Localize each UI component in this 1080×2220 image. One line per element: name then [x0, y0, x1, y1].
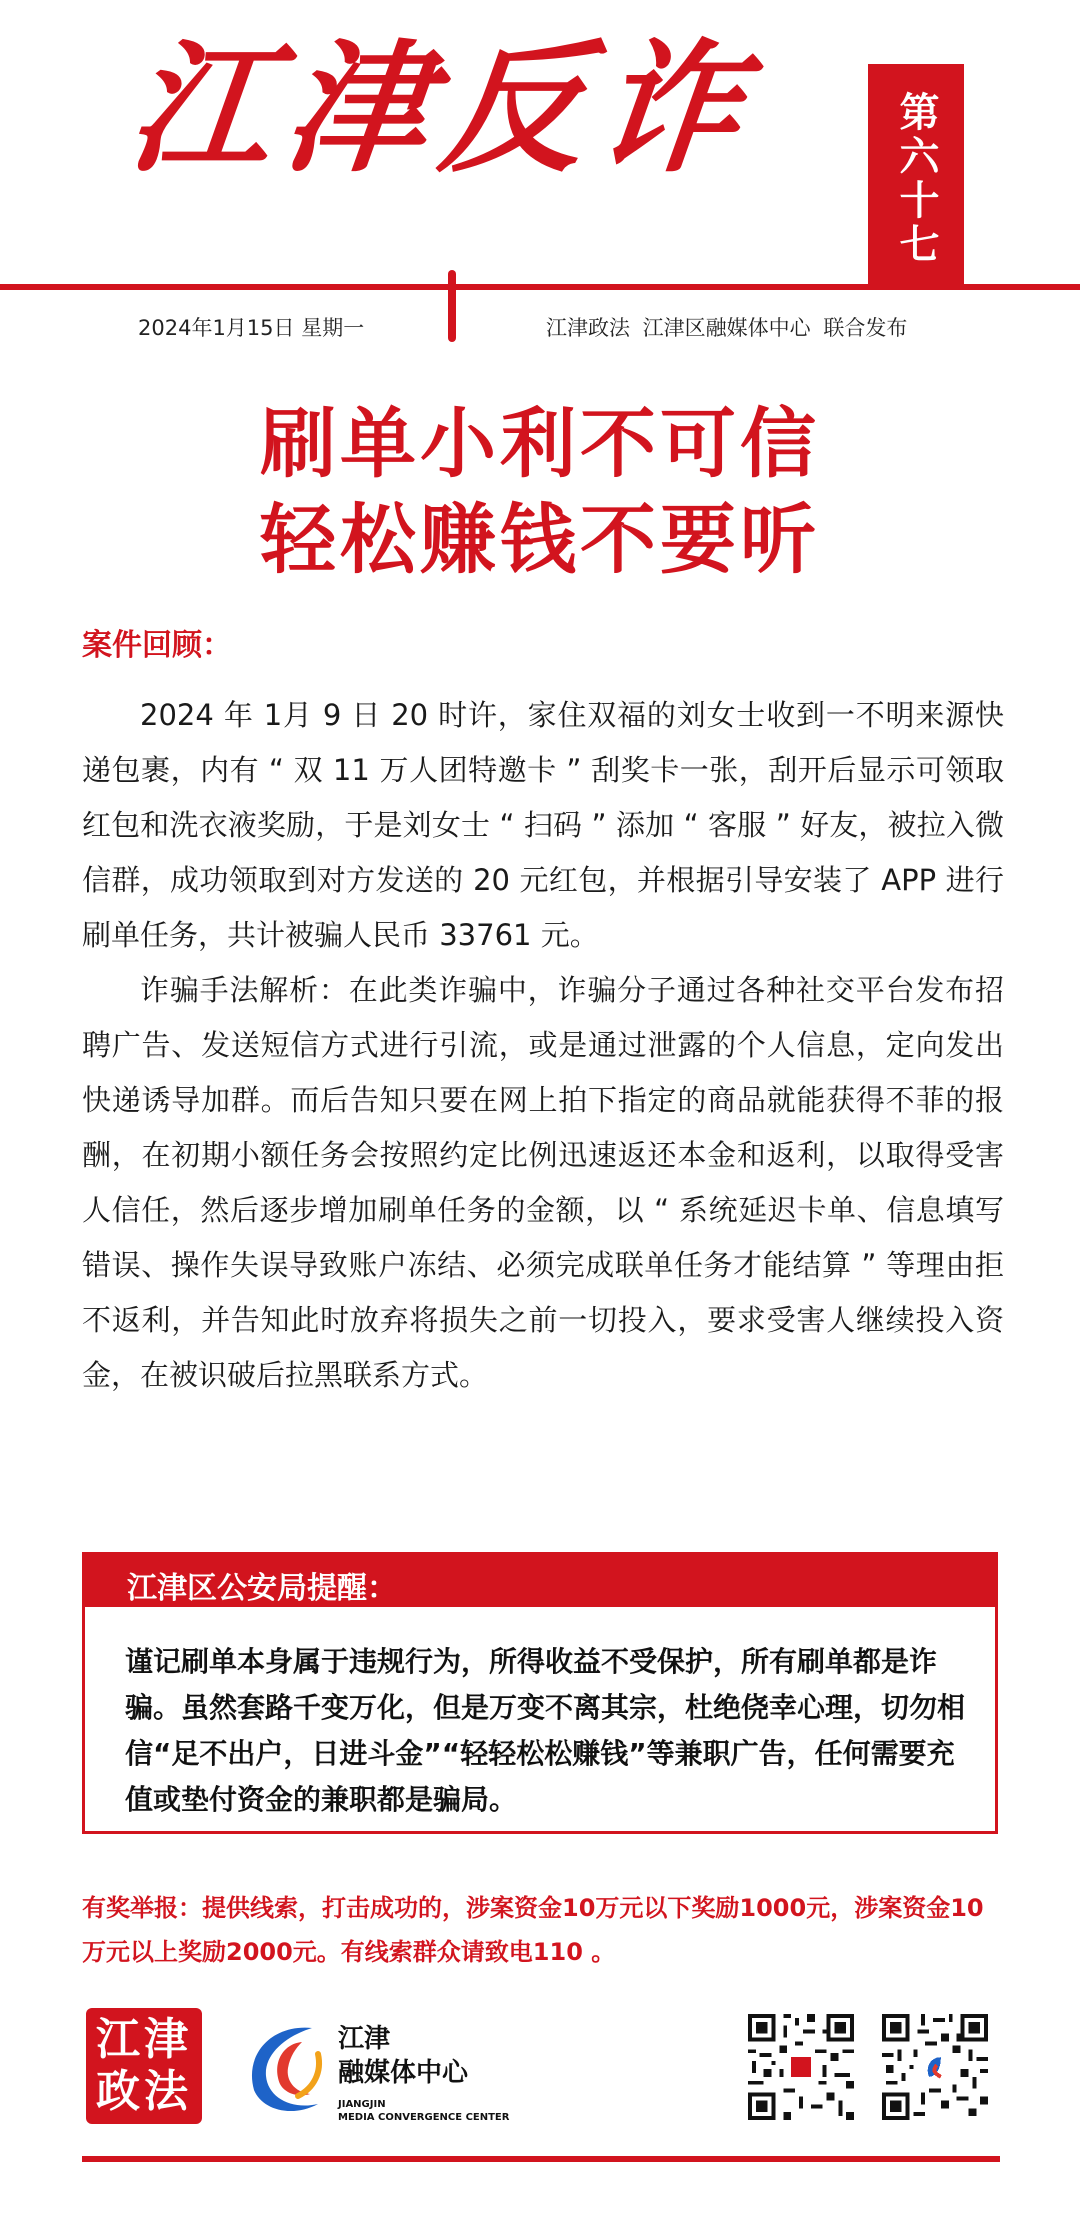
case-paragraph-1: 2024 年 1月 9 日 20 时许，家住双福的刘女士收到一不明来源快递包裹，内有 “ 双 11 万人团特邀卡 ” 刮奖卡一张，刮开后显示可领取红包和洗衣液奖励，于是刘女士 “ 扫码 ” 添加 “ 客服 ” 好友，被拉入微信群，成功领取到对方发送的 20 元红包，并根据引导安装了 APP 进行刷单任务，共计被骗人民币 33761 元。: [82, 698, 1004, 952]
police-reminder-box: [82, 1552, 998, 1834]
police-reminder-text: 谨记刷单本身属于违规行为，所得收益不受保护，所有刷单都是诈骗。虽然套路千变万化，但是万变不离其宗，杜绝侥幸心理，切勿相信“足不出户，日进斗金”“轻轻松松赚钱”等兼职广告，任何需要充值或垫付资金的兼职都是骗局。: [125, 1645, 966, 1816]
case-review-label: 案件回顾：: [82, 628, 232, 663]
masthead-title: 江津反诈: [121, 26, 763, 192]
publisher-credit: 江津政法 江津区融媒体中心 联合发布: [546, 316, 908, 340]
brush-stroke-decoration: [448, 270, 456, 342]
qr-code-politics-law[interactable]: [744, 2010, 858, 2124]
media-center-name-en: [338, 2098, 509, 2124]
media-name-line-2: 融媒体中心: [338, 2058, 469, 2088]
headline-line-2: 轻松赚钱不要听: [260, 495, 820, 584]
media-center-logo-icon: [232, 2014, 342, 2124]
footer-rule: [82, 2156, 1000, 2162]
police-reminder-header: [85, 1555, 995, 1607]
footer: [0, 2000, 1080, 2180]
media-center-name-cn: [338, 2022, 468, 2090]
issue-badge: [797, 64, 964, 286]
media-name-en-line-1: JIANGJIN: [338, 2099, 386, 2110]
headline: [0, 396, 1080, 588]
masthead-rule: [0, 284, 1080, 290]
issue-number: 第六十七期: [797, 91, 940, 267]
case-body: [82, 688, 1004, 1403]
headline-line-1: 刷单小利不可信: [260, 399, 820, 488]
media-name-en-line-2: MEDIA CONVERGENCE CENTER: [338, 2112, 510, 2123]
reward-notice: 有奖举报：提供线索，打击成功的，涉案资金10万元以下奖励1000元，涉案资金10万元以上奖励2000元。有线索群众请致电110 。: [82, 1894, 984, 1966]
police-reminder-title: 江津区公安局提醒：: [127, 1571, 397, 1606]
seal-text: 江津政法: [96, 2014, 192, 2117]
media-name-line-1: 江津: [338, 2024, 391, 2054]
publish-date: 2024年1月15日 星期一: [138, 316, 365, 340]
jiangjin-politics-law-seal-logo: [86, 2008, 202, 2124]
masthead: [0, 0, 1080, 340]
case-paragraph-2: 诈骗手法解析：在此类诈骗中，诈骗分子通过各种社交平台发布招聘广告、发送短信方式进行引流，或是通过泄露的个人信息，定向发出快递诱导加群。而后告知只要在网上拍下指定的商品就能获得不菲的报酬，在初期小额任务会按照约定比例迅速返还本金和返利，以取得受害人信任，然后逐步增加刷单任务的金额，以 “ 系统延迟卡单、信息填写错误、操作失误导致账户冻结、必须完成联单任务才能结算 ” 等理由拒不返利，并告知此时放弃将损失之前一切投入，要求受害人继续投入资金，在被识破后拉黑联系方式。: [82, 973, 1004, 1392]
qr-code-media-center[interactable]: [878, 2010, 992, 2124]
